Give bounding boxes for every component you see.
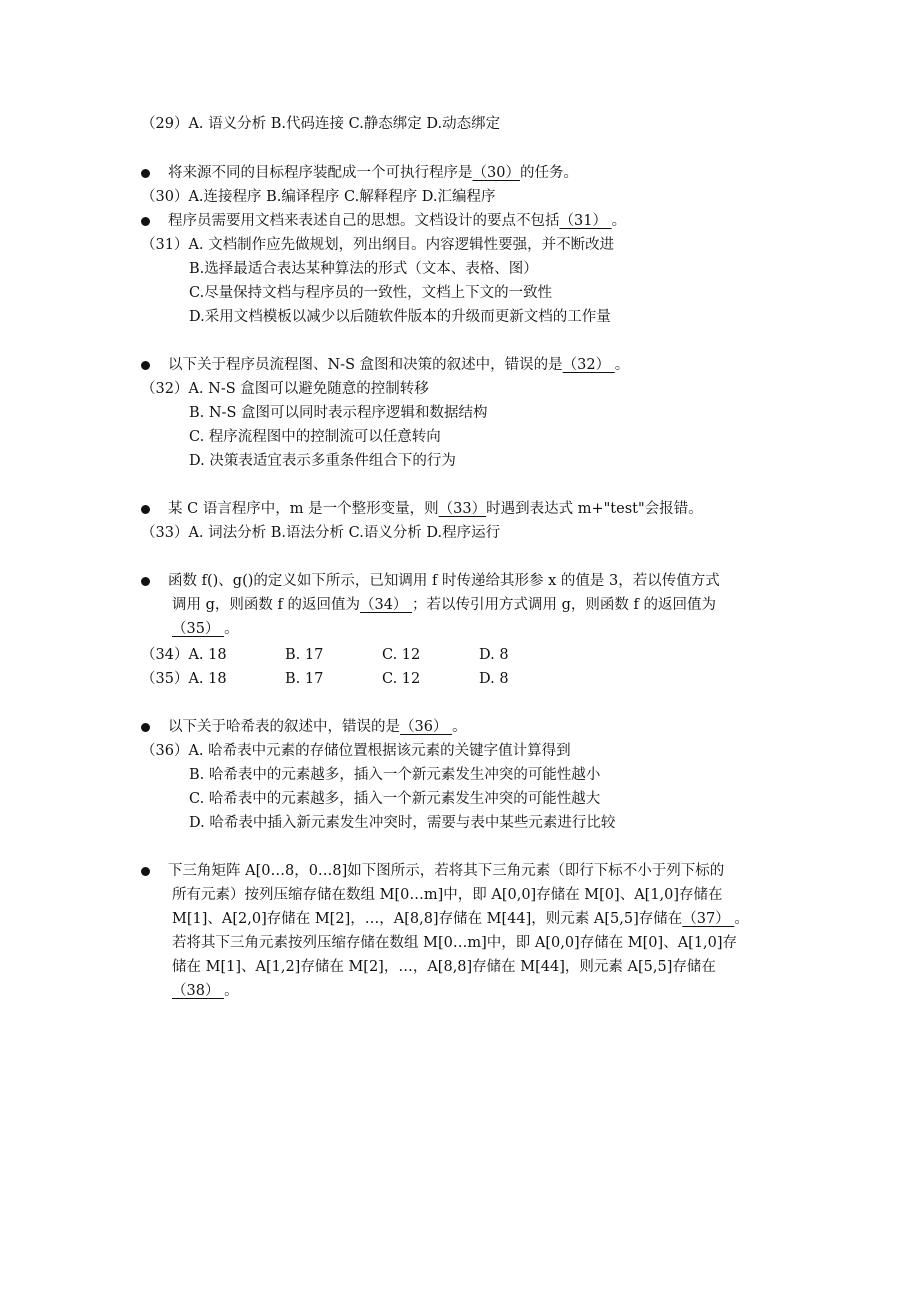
q37-blank: （37） [682, 911, 735, 927]
bullet-icon [141, 723, 150, 732]
bullet-icon [141, 867, 150, 876]
q38-stem-line5: 储在 M[1]、A[1,2]存储在 M[2]，…，A[8,8]存储在 M[44]，则元素 A[5,5]存储在 [172, 959, 716, 975]
q37-stem-line3: M[1]、A[2,0]存储在 M[2]，…，A[8,8]存储在 M[44]，则元素 A[5,5]存储在（37） 。 [172, 911, 749, 927]
q37-stem-line2: 所有元素）按列压缩存储在数组 M[0…m]中，即 A[0,0]存储在 M[0]、A[1,0]存储在 [172, 887, 723, 903]
q35-option-d: D. 8 [479, 671, 509, 687]
q36-option-c: C. 哈希表中的元素越多，插入一个新元素发生冲突的可能性越大 [189, 791, 601, 807]
bullet-icon [141, 505, 150, 514]
q34-option-a: （34）A. 18 [141, 647, 227, 663]
q35-stem-line3: （35） 。 [172, 621, 239, 637]
q34-stem-line1: 函数 f()、g()的定义如下所示，已知调用 f 时传递给其形参 x 的值是 3，若以传值方式 [168, 573, 720, 589]
q36-blank: （36） [400, 719, 453, 735]
q31-option-b: B.选择最适合表达某种算法的形式（文本、表格、图） [189, 261, 538, 277]
q32-blank: （32） [562, 357, 615, 373]
q34-blank: （34） [359, 597, 413, 613]
q33-blank: （33） [438, 501, 487, 517]
q34-option-b: B. 17 [285, 647, 324, 663]
q32-option-c: C. 程序流程图中的控制流可以任意转向 [189, 429, 441, 445]
q38-blank: （38） [172, 983, 225, 999]
q38-stem-line4: 若将其下三角元素按列压缩存储在数组 M[0…m]中，即 A[0,0]存储在 M[0]、A[1,0]存 [172, 935, 738, 951]
bullet-icon [141, 577, 150, 586]
q36-stem: 以下关于哈希表的叙述中，错误的是（36） 。 [168, 719, 467, 735]
q32-option-b: B. N-S 盒图可以同时表示程序逻辑和数据结构 [189, 405, 488, 421]
q33-options: （33）A. 词法分析 B.语法分析 C.语义分析 D.程序运行 [141, 525, 501, 541]
q30-options: （30）A.连接程序 B.编译程序 C.解释程序 D.汇编程序 [141, 189, 496, 205]
q32-option-d: D. 决策表适宜表示多重条件组合下的行为 [189, 453, 456, 469]
q36-option-d: D. 哈希表中插入新元素发生冲突时，需要与表中某些元素进行比较 [189, 815, 616, 831]
q37-stem-line1: 下三角矩阵 A[0…8，0…8]如下图所示，若将其下三角元素（即行下标不小于列下标的 [168, 863, 725, 879]
q34-option-c: C. 12 [382, 647, 421, 663]
q35-option-c: C. 12 [382, 671, 421, 687]
q31-option-d: D.采用文档模板以减少以后随软件版本的升级而更新文档的工作量 [189, 309, 611, 325]
q30-blank: （30） [472, 165, 520, 181]
q35-blank: （35） [172, 621, 225, 637]
bullet-icon [141, 217, 150, 226]
q35-option-a: （35）A. 18 [141, 671, 227, 687]
q33-stem: 某 C 语言程序中，m 是一个整形变量，则（33）时遇到表达式 m+"test"会报错。 [168, 501, 703, 517]
q30-stem: 将来源不同的目标程序装配成一个可执行程序是（30）的任务。 [168, 165, 578, 181]
bullet-icon [141, 169, 150, 178]
q29-options: （29）A. 语义分析 B.代码连接 C.静态绑定 D.动态绑定 [141, 116, 501, 132]
q31-option-c: C.尽量保持文档与程序员的一致性，文档上下文的一致性 [189, 285, 553, 301]
q31-stem: 程序员需要用文档来表述自己的思想。文档设计的要点不包括（31） 。 [168, 213, 627, 229]
q34-option-d: D. 8 [479, 647, 509, 663]
q38-stem-line6: （38） 。 [172, 983, 239, 999]
q31-blank: （31） [559, 213, 612, 229]
q32-stem: 以下关于程序员流程图、N-S 盒图和决策的叙述中，错误的是（32） 。 [168, 357, 630, 373]
q35-option-b: B. 17 [285, 671, 324, 687]
bullet-icon [141, 361, 150, 370]
q36-option-b: B. 哈希表中的元素越多，插入一个新元素发生冲突的可能性越小 [189, 767, 601, 783]
q36-option-a: （36）A. 哈希表中元素的存储位置根据该元素的关键字值计算得到 [141, 743, 571, 759]
q34-stem-line2: 调用 g，则函数 f 的返回值为（34） ；若以传引用方式调用 g，则函数 f 的返回值为 [172, 597, 717, 613]
q32-option-a: （32）A. N-S 盒图可以避免随意的控制转移 [141, 381, 429, 397]
q31-option-a: （31）A. 文档制作应先做规划，列出纲目。内容逻辑性要强，并不断改进 [141, 237, 615, 253]
